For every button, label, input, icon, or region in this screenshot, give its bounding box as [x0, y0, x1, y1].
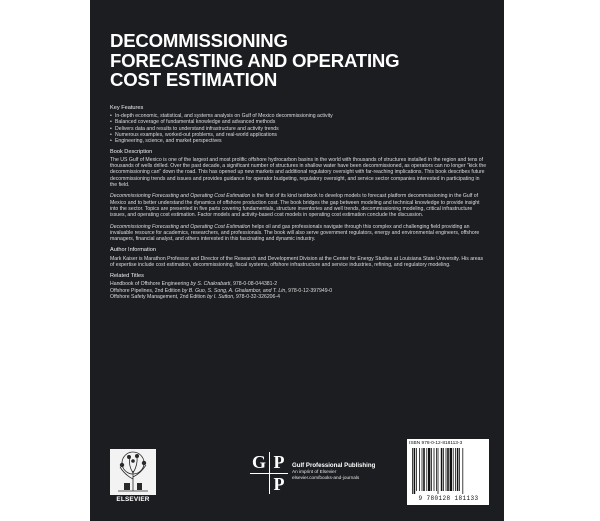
elsevier-tree-logo-icon [110, 449, 156, 495]
gpp-logo-icon [250, 452, 288, 494]
description-paragraph-text: helps oil and gas professionals navigate through this complex and challenging field providing an invaluable resource for academics, researchers, and professionals. The book will also serve government regulators, energy and environmental engineers, offshore managers, financial analyst, and others interested in this fascinating and dynamic industry. [110, 223, 480, 243]
related-title-authors: by S. Chakrabarti [190, 281, 231, 288]
description-paragraph-2 [110, 193, 488, 218]
book-title-line-1: DECOMMISSIONING [110, 30, 288, 51]
gpp-logo-divider [250, 473, 288, 474]
author-bio: Mark Kaiser is Marathon Professor and Director of the Research and Development Division at the Center for Energy Studies at Louisiana State University. His areas of expertise include cost estimation, decommissioning, fiscal systems, offshore infrastructure and service industries, refining, and regulatory modeling. [110, 255, 484, 268]
feature-item: • In-depth economic, statistical, and systems analysis on Gulf of Mexico decommissioning activity [110, 113, 488, 119]
isbn-barcode-box [407, 439, 489, 505]
book-title-italic: Decommissioning Forecasting and Operating Cost Estimation [110, 223, 251, 230]
publisher-info [292, 462, 412, 481]
related-title-isbn: , 978-0-08-044381-2 [230, 281, 278, 288]
related-title-name: Handbook of Offshore Engineering [110, 281, 191, 288]
isbn-label: ISBN 978-0-12-818113-3 [409, 441, 463, 446]
publisher-url: elsevier.com/books-and-journals [292, 474, 360, 480]
related-title-name: Offshore Pipelines, 2nd Edition [110, 287, 182, 294]
feature-item: • Delivers data and results to understand infrastructure and activity trends [110, 126, 488, 132]
book-title [110, 31, 490, 90]
publisher-imprint: An imprint of Elsevier [292, 469, 337, 474]
related-titles-heading: Related Titles [110, 273, 144, 280]
related-title-isbn: , 978-0-32-326206-4 [233, 293, 280, 300]
book-back-cover [90, 0, 504, 521]
feature-item: • Numerous examples, worked-out problems, and real-world applications [110, 132, 488, 138]
cover-content [110, 105, 488, 300]
related-title-item [110, 294, 488, 300]
related-title-isbn: , 978-0-12-397949-0 [285, 287, 333, 294]
related-titles-list [110, 281, 488, 300]
key-features-heading: Key Features [110, 105, 144, 111]
key-features-list [110, 113, 488, 144]
book-title-line-2: FORECASTING AND OPERATING [110, 49, 400, 71]
description-paragraph-1: The US Gulf of Mexico is one of the largest and most prolific offshore hydrocarbon basins in the world with thousands of structures installed in the region and tens of thousands of wells drilled. Over the past decade, a significant number of structures in shallow water have been decommissioned, as operators can no longer "kick the decommissioning can" down the road. This has opened up new markets and additional regulatory oversight with far-reaching implications. This book describes future decommissioning trends and issues and provides guidance for operator budgeting, regulatory oversight, and service sector companies interested in participating in the field. [110, 156, 487, 189]
elsevier-logo-text: ELSEVIER [116, 496, 150, 503]
book-title-italic: Decommissioning Forecasting and Operating Cost Estimation [110, 193, 251, 200]
related-title-name: Offshore Safety Management, 2nd Edition [110, 293, 208, 300]
description-paragraph-text: is the first of its kind textbook to develop models to forecast platform decommissioning in the Gulf of Mexico and to better understand the dynamics of offshore production cost. The book bridges the gap between modeling and technical knowledge to provide insight into the sector. Topics are presented in five parts covering fundamentals, structure inventories and well trends, decommissioning modeling, critical infrastructure issues, and operating cost estimation. Factor models and activity-based cost models in operating cost estimation conclude the discussion. [110, 193, 480, 219]
related-title-authors: by I. Sutton [207, 293, 234, 300]
feature-item: • Balanced coverage of fundamental knowledge and advanced methods [110, 119, 488, 125]
gpp-logo-p: P [273, 452, 285, 472]
related-title-authors: by B. Guo, S. Song, A. Ghalambor, and T. Lin [181, 287, 286, 294]
barcode-icon [410, 448, 486, 494]
gpp-logo-g: G [251, 452, 266, 472]
book-title-line-3: COST ESTIMATION [110, 69, 278, 91]
barcode-number: 9 780128 181133 [418, 495, 479, 502]
description-paragraph-3 [110, 224, 488, 243]
book-description-heading: Book Description [110, 148, 153, 155]
publisher-name: Gulf Professional Publishing [292, 462, 376, 469]
author-information-heading: Author Information [110, 247, 157, 254]
gpp-logo-p: P [273, 474, 285, 494]
feature-item: • Engineering, science, and market perspectives [110, 138, 488, 144]
